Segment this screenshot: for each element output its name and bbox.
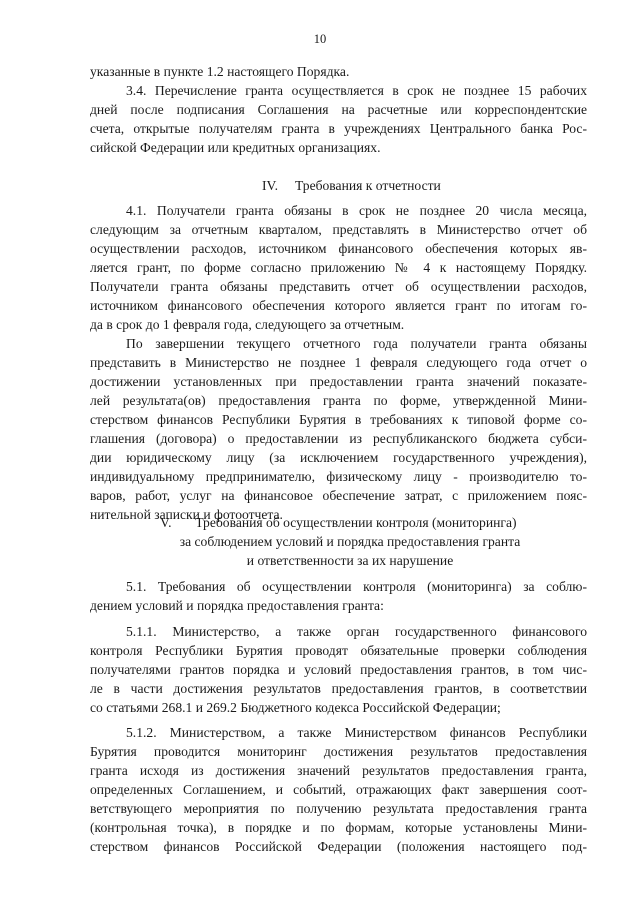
text-line: счета, открытые получателям гранта в учреждениях Центрального банка Рос-	[90, 121, 587, 136]
text-line: сийской Федерации или кредитных организациях.	[90, 140, 381, 155]
text-line: Получатели гранта обязаны представить отчет об осуществлении расходов,	[90, 279, 587, 294]
text-line: дней после подписания Соглашения на расчетные или корреспондентские	[90, 102, 587, 117]
text-line: По завершении текущего отчетного года получатели гранта обязаны	[126, 336, 587, 351]
text-line: ле в части достижения результатов предоставления грантов, в соответствии	[90, 681, 587, 696]
text-line: ляется грант, по форме согласно приложению № 4 к настоящему Порядку.	[90, 260, 587, 275]
text-line: следующим за отчетным кварталом, представлять в Министерство отчет об	[90, 222, 587, 237]
text-line: нительной записки и фотоотчета.	[90, 507, 283, 522]
text-line: гранта исходя из достижения значений результатов предоставления гранта,	[90, 763, 587, 778]
section-heading: IV. Требования к отчетности	[262, 178, 441, 193]
text-line: дением условий и порядка предоставления гранта:	[90, 598, 384, 613]
text-line: 4.1. Получатели гранта обязаны в срок не позднее 20 числа месяца,	[126, 203, 587, 218]
text-line: достижении установленных при предоставлении гранта значений показате-	[90, 374, 587, 389]
text-line: 3.4. Перечисление гранта осуществляется в срок не позднее 15 рабочих	[126, 83, 587, 98]
text-line: да в срок до 1 февраля года, следующего за отчетным.	[90, 317, 405, 332]
section-heading: за соблюдением условий и порядка предоставления гранта	[179, 534, 521, 549]
text-line: 5.1.2. Министерством, а также Министерством финансов Республики	[126, 725, 587, 740]
text-line: 5.1.1. Министерство, а также орган государственного финансового	[126, 624, 587, 639]
text-line: со статьями 268.1 и 269.2 Бюджетного кодекса Российской Федерации;	[90, 700, 501, 715]
text-line: получателями грантов порядка и условий предоставления грантов, в том чис-	[90, 662, 587, 677]
text-line: определенных Соглашением, и событий, отражающих факт завершения соот-	[90, 782, 587, 797]
text-line: ветствующего мероприятия по получению результата предоставления гранта	[90, 801, 587, 816]
text-line: лей результата(ов) предоставления гранта по форме, утвержденной Мини-	[90, 393, 587, 408]
section-heading: и ответственности за их нарушение	[246, 553, 454, 568]
text-line: стерством финансов Республики Бурятия в требованиях к типовой форме со-	[90, 412, 587, 427]
text-line: (контрольная точка), в порядке и по формам, которые установлены Мини-	[90, 820, 587, 835]
text-line: дии юридическому лицу (за исключением государственного учреждения),	[90, 450, 587, 465]
text-line: источником финансового обеспечения которого является грант по итогам го-	[90, 298, 587, 313]
text-line: представить в Министерство не позднее 1 февраля следующего года отчет о	[90, 355, 587, 370]
text-line: варов, работ, услуг на финансовое обеспечение затрат, с приложением пояс-	[90, 488, 587, 503]
text-line: стерством финансов Российской Федерации (положения настоящего под-	[90, 839, 587, 854]
section-heading: V. Требования об осуществлении контроля (мониторинга)	[160, 515, 517, 530]
text-line: глашения (договора) о предоставлении из республиканского бюджета субси-	[90, 431, 587, 446]
text-line: Бурятия проводится мониторинг достижения результатов предоставления	[90, 744, 587, 759]
text-line: индивидуальному предпринимателю, физическому лицу - производителю то-	[90, 469, 587, 484]
text-line: 5.1. Требования об осуществлении контроля (мониторинга) за соблю-	[126, 579, 587, 594]
text-line: контроля Республики Бурятия проводят обязательные проверки соблюдения	[90, 643, 587, 658]
text-line: осуществлении расходов, источником финансового обеспечения которых яв-	[90, 241, 587, 256]
text-line: указанные в пункте 1.2 настоящего Порядка.	[90, 64, 350, 79]
page-number: 10	[313, 32, 327, 46]
